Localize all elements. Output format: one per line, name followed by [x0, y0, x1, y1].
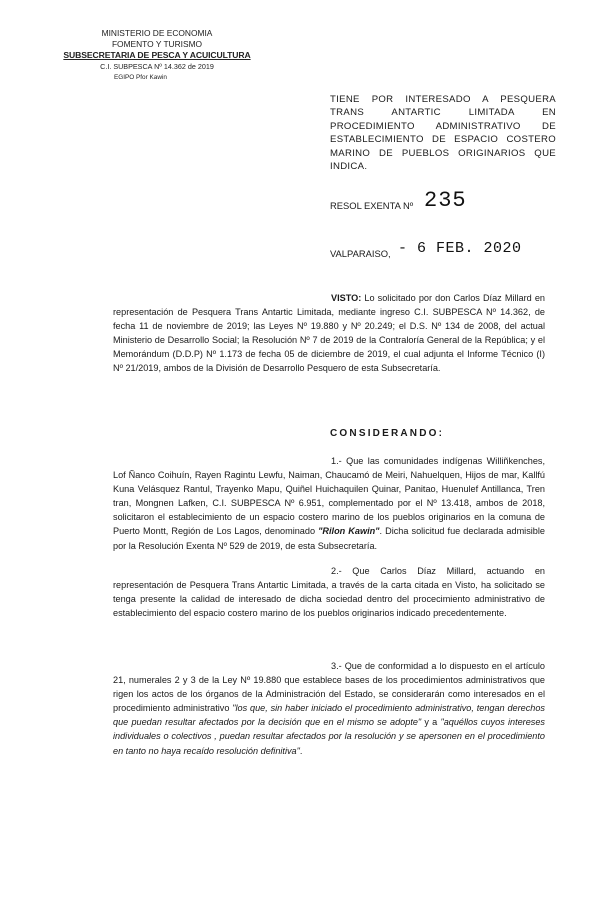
letterhead [62, 28, 252, 83]
team-initials: EGIPO Pfor Kawin [114, 74, 167, 81]
considerando-3-quote-a: "los que, sin haber iniciado el procedimiento administrativo, tengan derechos que puedan resultar afectados por la decisión que en el mismo se adopte" [113, 703, 545, 728]
considerando-2-number: 2.- [331, 566, 342, 576]
ministry-name: MINISTERIO DE ECONOMIA [101, 28, 213, 38]
considerando-1-paragraph [113, 454, 545, 553]
document-subject: TIENE POR INTERESADO A PESQUERA TRANS ANTARTIC LIMITADA EN PROCEDIMIENTO ADMINISTRATIVO DE ESTABLECIMIENTO DE ESPACIO COSTERO MARINO DE PUEBLOS ORIGINARIOS QUE INDICA. [330, 94, 556, 173]
considerando-1-text-a: Que las comunidades indígenas Williñkenches, Lof Ñanco Coihuín, Rayen Ragintu Lewfu, Naiman, Chaucamó de Meiri, Nahuelquen, Hijos de mar, Kallfú Kuna Velásquez Rantul, Trayenko Mapu, Quiñel Huichaquilen Quinar, Panitao, Huenulef Antillanca, Tren tran, Mongnen Lafken, C.I. SUBPESCA Nº 6.951, complementado por el Nº 13.418, ambos de 2018, solicitaron el establecimiento de un espacio costero marino de los pueblos originarios en la comuna de Puerto Montt, Región de Los Lagos, denominado [113, 456, 545, 537]
considerando-3-number: 3.- [331, 661, 342, 671]
considerando-3-paragraph [113, 659, 545, 758]
considerando-3-text-c: . [299, 745, 303, 756]
visto-text: Lo solicitado por don Carlos Díaz Millard en representación de Pesquera Trans Antartic Limitada, mediante ingreso C.I. SUBPESCA Nº 14.362, de fecha 11 de noviembre de 2019; las Leyes Nº 19.880 y Nº 20.249; el D.S. Nº 134 de 2008, del actual Ministerio de Desarrollo Social; la Resolución Nº 7 de 2019 de la Contraloría General de la República; y el Memorándum (D.D.P) Nº 1.173 de fecha 05 de diciembre de 2019, el cual adjunta el Informe Técnico (I) Nº 21/2019, ambos de la División de Desarrollo Pesquero de esta Subsecretaría. [113, 293, 545, 374]
considerando-1-text-b: . Dicha solicitud fue declarada admisible por la Resolución Exenta Nº 529 de 2019, de esta Subsecretaría. [113, 526, 545, 551]
visto-label: VISTO: [331, 293, 362, 303]
considerando-3-text-b: y a [421, 717, 441, 728]
considerando-1-number: 1.- [331, 456, 342, 466]
considerando-3-text-a: Que de conformidad a lo dispuesto en el artículo 21, numerales 2 y 3 de la Ley Nº 19.880 que establece bases de los procedimientos administrativos que rigen los actos de los órganos de la Administración del Estado, se considerarán como interesados en el procedimiento administrativo [113, 661, 545, 714]
resolution-label: RESOL EXENTA Nº [330, 200, 414, 211]
place-label: VALPARAISO, [330, 248, 391, 259]
ministry-subtitle: FOMENTO Y TURISMO [111, 39, 203, 49]
resolution-number-stamp: 235 [424, 188, 467, 213]
considerando-heading: CONSIDERANDO: [330, 428, 445, 439]
date-stamp: - 6 FEB. 2020 [398, 240, 522, 257]
visto-paragraph [113, 291, 545, 376]
undersecretariat-name: SUBSECRETARIA DE PESCA Y ACUICULTURA [63, 50, 251, 60]
considerando-3-quote-b: "aquéllos cuyos intereses individuales o colectivos , puedan resultar afectados por la resolución y se apersonen en el procedimiento en tanto no haya recaído resolución definitiva" [113, 717, 545, 756]
reference-number: C.I. SUBPESCA Nº 14.362 de 2019 [100, 62, 214, 71]
considerando-2-text: Que Carlos Díaz Millard, actuando en representación de Pesquera Trans Antartic Limitada, a través de la carta citada en Visto, ha solicitado se tenga presente la calidad de interesado de dicha sociedad dentro del procecimiento administrativo de establecimiento del espacio costero marino de los pueblos originarios indicado precedentemente. [113, 566, 545, 619]
considerando-2-paragraph [113, 564, 545, 620]
ecmpo-name: "Rilon Kawin" [318, 526, 380, 537]
